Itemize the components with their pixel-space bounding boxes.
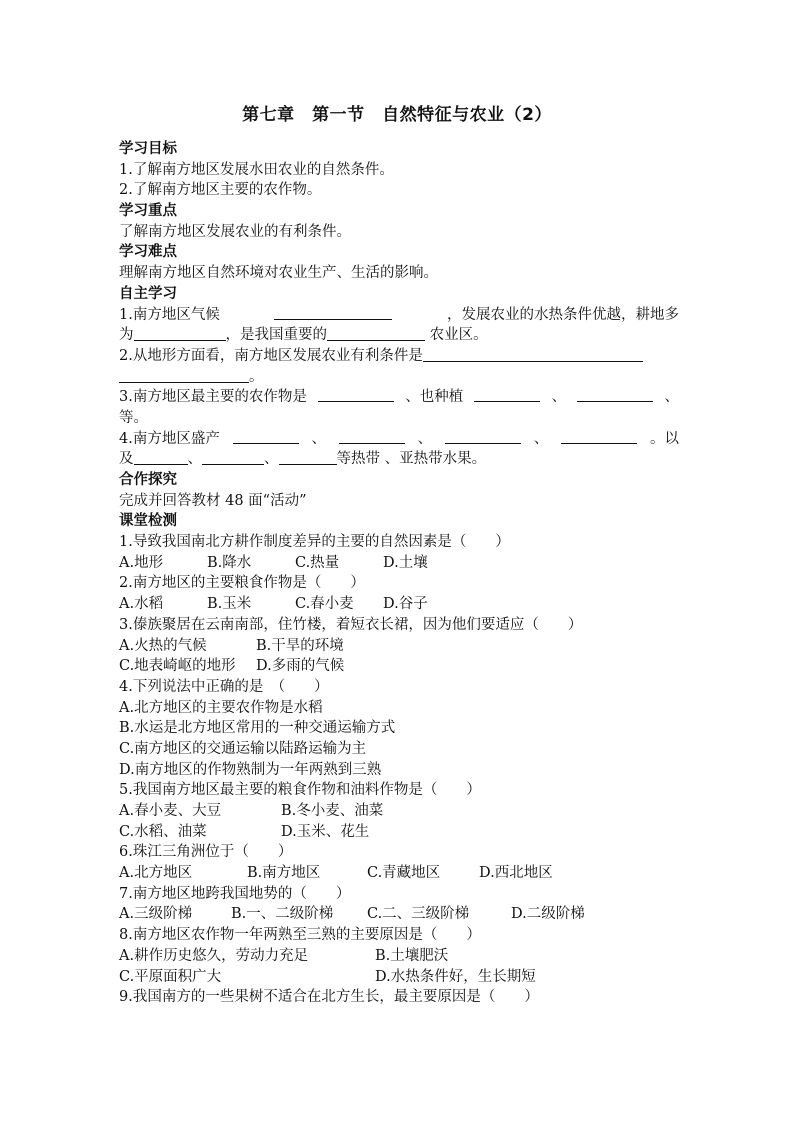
option[interactable]: C.青藏地区 [367,865,441,882]
q2-text-a: 2.从地形方面看，南方地区发展农业有利条件是 [119,347,423,364]
option[interactable]: C.南方地区的交通运输以陆路运输为主 [119,740,367,757]
question-stem: 3.傣族聚居在云南南部，住竹楼，着短衣长裙，因为他们要适应（ ） [119,616,583,633]
self-study-q3-line2 [119,408,679,429]
question-stem: 1.导致我国南北方耕作制度差异的主要的自然因素是（ ） [119,534,510,551]
option[interactable]: A.水稻 [119,596,164,613]
q2-blank-terrain[interactable] [423,347,643,362]
option[interactable]: D.土壤 [383,554,428,571]
option[interactable]: C.水稻、油菜 [119,823,207,840]
option[interactable]: D.谷子 [383,596,428,613]
q4-text-g: 、 [187,451,202,468]
q1-blank-region[interactable] [327,326,425,341]
q4-text-a: 4.南方地区盛产 [119,430,220,447]
self-study-q4-line1 [119,429,679,450]
worksheet-body [119,139,679,1008]
q2-text-b: 。 [249,368,264,385]
question-stem: 8.南方地区农作物一年两熟至三熟的主要原因是（ ） [119,927,481,944]
option[interactable]: A.耕作历史悠久，劳动力充足 [119,947,309,964]
option[interactable]: D.二级阶梯 [511,906,585,923]
q1-text-a: 1.南方地区气候 [119,306,220,323]
self-study-q3-line1 [119,387,679,408]
question-stem: 4.下列说法中正确的是 （ ） [119,678,329,695]
option[interactable]: A.三级阶梯 [119,906,193,923]
q1-text-c: 为 [119,327,134,344]
q4-text-f: 及 [119,451,134,468]
question-stem: 7.南方地区地跨我国地势的（ ） [119,885,351,902]
q3-blank-crop-2[interactable] [577,387,653,402]
q1-text-e: 农业区。 [429,327,488,344]
q4-text-i: 等热带 、亚热带水果。 [336,451,487,468]
option[interactable]: B.一、二级阶梯 [231,906,334,923]
q4-text-c: 、 [417,430,433,447]
option[interactable]: D.水热条件好，生长期短 [375,968,536,985]
question-stem: 2.南方地区的主要粮食作物是（ ） [119,575,365,592]
question-options [119,656,679,677]
question-stem: 5.我国南方地区最主要的粮食作物和油料作物是（ ） [119,782,481,799]
q3-blank-crop-1[interactable] [474,387,540,402]
q1-blank-climate[interactable] [274,305,392,320]
self-study-q1-line1 [119,305,679,326]
q4-text-d: 、 [533,430,549,447]
question-options [119,636,679,657]
option[interactable]: D.南方地区的作物熟制为一年两熟到三熟 [119,761,382,778]
self-study-q2-line1 [119,346,679,367]
question-stem: 6.珠江三角洲位于（ ） [119,844,293,861]
q1-text-d: ，是我国重要的 [225,327,327,344]
q4-blank-product-2[interactable] [339,429,405,444]
option[interactable]: B.冬小麦、油菜 [281,803,384,819]
self-study-q4-line2 [119,449,679,470]
cooperation-text: 完成并回答教材 48 面“活动” [119,492,307,509]
self-study-q1-line2 [119,325,679,346]
page-title: 第七章 第一节 自然特征与农业（2） [242,105,552,125]
q4-text-e: 。以 [649,430,679,447]
heading-class-test: 课堂检测 [119,513,177,530]
question-options [119,553,679,574]
question-options [119,594,679,615]
option[interactable]: B.玉米 [207,596,252,613]
q3-text-a: 3.南方地区最主要的农作物是 [119,389,307,406]
q4-blank-product-1[interactable] [233,429,299,444]
question-options [119,822,679,843]
option[interactable]: C.平原面积广大 [119,968,222,985]
heading-cooperation: 合作探究 [119,472,177,488]
option[interactable]: B.干旱的环境 [256,637,344,654]
option[interactable]: A.地形 [119,554,164,571]
q4-blank-product-3[interactable] [445,429,521,444]
option[interactable]: D.西北地区 [479,865,553,882]
q4-blank-fruit-3[interactable] [279,450,337,465]
q3-text-b: 、也种植 [405,389,464,406]
q3-text-c: 、 [551,389,567,406]
question-options [119,946,679,967]
key-point-text: 了解南方地区发展农业的有利条件。 [119,223,351,240]
heading-objectives: 学习目标 [119,141,177,157]
q4-text-h: 、 [264,451,279,468]
heading-difficulties: 学习难点 [119,244,177,261]
q4-blank-fruit-1[interactable] [134,450,188,465]
q3-blank-main-crop[interactable] [318,387,394,402]
q1-blank-farmland[interactable] [134,326,226,341]
objective-item: 1.了解南方地区发展水田农业的自然条件。 [119,161,394,178]
option[interactable]: A.北方地区 [119,865,193,882]
option[interactable]: B.水运是北方地区常用的一种交通运输方式 [119,720,396,737]
difficulty-text: 理解南方地区自然环境对农业生产、生活的影响。 [119,265,438,282]
question-options [119,967,679,988]
question-options [119,904,679,925]
option[interactable]: C.春小麦 [295,596,354,613]
q4-blank-product-4[interactable] [561,429,637,444]
q3-text-d: 、 [664,389,679,406]
objective-item: 2.了解南方地区主要的农作物。 [119,182,322,199]
question-options [119,863,679,884]
question-stem: 9.我国南方的一些果树不适合在北方生长，最主要原因是（ ） [119,989,539,1006]
option[interactable]: B.降水 [207,554,252,571]
heading-self-study: 自主学习 [119,285,177,302]
option[interactable]: A.北方地区的主要农作物是水稻 [119,699,323,716]
option[interactable]: C.二、三级阶梯 [367,906,470,923]
option[interactable]: C.地表崎岖的地形 [119,658,236,675]
heading-key-points: 学习重点 [119,203,177,220]
option[interactable]: C.热量 [295,554,340,571]
option[interactable]: A.春小麦、大豆 [119,803,222,819]
self-study-q2-line2 [119,367,679,388]
q1-text-b: ，发展农业的水热条件优越，耕地多 [447,306,679,323]
q4-text-b: 、 [311,430,326,447]
option[interactable]: D.多雨的气候 [256,658,345,675]
option[interactable]: B.南方地区 [247,865,321,882]
option[interactable]: D.玉米、花生 [281,823,370,840]
q3-text-e: 等。 [119,409,148,426]
q2-blank-continued[interactable] [119,368,249,383]
q4-blank-fruit-2[interactable] [202,450,264,465]
option[interactable]: B.土壤肥沃 [375,947,449,964]
question-options [119,801,679,822]
option[interactable]: A.火热的气候 [119,637,207,654]
